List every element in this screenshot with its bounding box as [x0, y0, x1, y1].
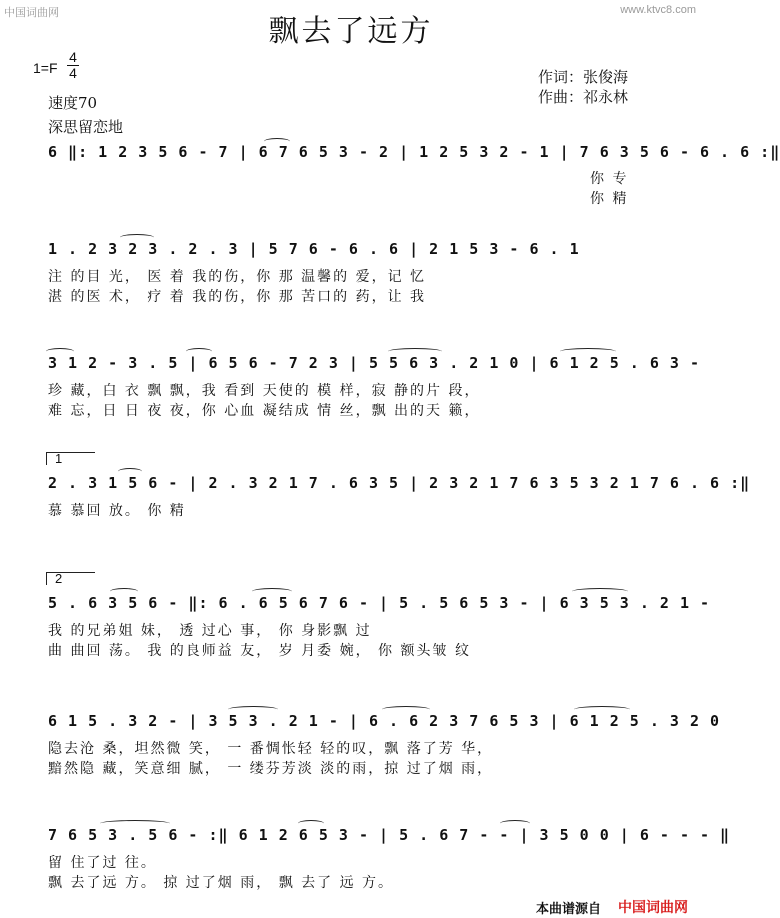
slur	[264, 138, 290, 145]
slur	[500, 820, 530, 827]
lyric-line-verse-1: 隐去沧 桑，坦然微 笑， 一 番惆怅轻 轻的叹，飘 落了芳 华，	[48, 741, 494, 757]
lyric-line-verse-2: 你 精	[590, 191, 629, 207]
lyricist-credit: 作词：张俊海	[538, 68, 629, 86]
lyric-line-verse-2: 湛 的医 术， 疗 着 我的伤，你 那 苦口的 药，让 我	[48, 289, 427, 305]
slur	[388, 348, 442, 355]
watermark-left: 中国词曲网	[4, 7, 59, 19]
lyric-line-verse-2: 黯然隐 藏，笑意细 腻， 一 缕芬芳淡 淡的雨，掠 过了烟 雨，	[48, 761, 494, 777]
watermark-right: www.ktvc8.com	[620, 4, 696, 16]
lyric-line-verse-1: 留 住了过 往。	[48, 855, 157, 871]
slur	[382, 706, 430, 713]
notation-line: 2 . 3 1 5 6 - | 2 . 3 2 1 7 . 6 3 5 | 2 3 2 1 7 6 3 5 3 2 1 7 6 . 6 :‖	[48, 474, 751, 492]
slur	[228, 706, 278, 713]
footer-site-logo: 中国词曲网	[618, 899, 688, 915]
lyric-line-verse-1: 慕 慕回 放。 你 精	[48, 503, 186, 519]
footer-source-label: 本曲谱源自	[536, 901, 602, 916]
notation-line: 1 . 2 3 2 3 . 2 . 3 | 5 7 6 - 6 . 6 | 2 1 5 3 - 6 . 1	[48, 240, 580, 258]
lyric-line-verse-1: 你 专	[590, 171, 629, 187]
ending-number: 2	[55, 571, 63, 586]
slur	[118, 468, 142, 475]
first-ending-bracket	[46, 452, 95, 465]
slur	[298, 820, 324, 827]
lyric-line-verse-2: 飘 去了远 方。 掠 过了烟 雨， 飘 去了 远 方。	[48, 875, 395, 891]
score-title: 飘去了远方	[268, 14, 434, 49]
slur	[120, 234, 154, 241]
key-signature: 1=F	[33, 60, 58, 76]
lyric-line-verse-1: 注 的目 光， 医 着 我的伤，你 那 温馨的 爱，记 忆	[48, 269, 427, 285]
second-ending-bracket	[46, 572, 95, 585]
ending-number: 1	[55, 451, 63, 466]
slur	[572, 588, 628, 595]
notation-line: 6 1 5 . 3 2 - | 3 5 3 . 2 1 - | 6 . 6 2 3 7 6 5 3 | 6 1 2 5 . 3 2 0	[48, 712, 721, 730]
lyric-line-verse-1: 我 的兄弟姐 妹， 透 过心 事， 你 身影飘 过	[48, 623, 372, 639]
composer-credit: 作曲：祁永林	[538, 88, 629, 106]
slur	[110, 588, 138, 595]
slur	[46, 348, 74, 355]
time-signature-top: 4	[69, 49, 77, 65]
tempo: 速度70	[48, 94, 98, 112]
lyric-line-verse-2: 难 忘，日 日 夜 夜，你 心血 凝结成 情 丝，飘 出的天 籁，	[48, 403, 481, 419]
notation-line: 6 ‖: 1 2 3 5 6 - 7 | 6 7 6 5 3 - 2 | 1 2 5 3 2 - 1 | 7 6 3 5 6 - 6 . 6 :‖	[48, 143, 780, 161]
notation-line: 7 6 5 3 . 5 6 - :‖ 6 1 2 6 5 3 - | 5 . 6 7 - - | 3 5 0 0 | 6 - - - ‖	[48, 826, 731, 844]
slur	[186, 348, 212, 355]
expression-mark: 深思留恋地	[48, 118, 124, 136]
notation-line: 3 1 2 - 3 . 5 | 6 5 6 - 7 2 3 | 5 5 6 3 . 2 1 0 | 6 1 2 5 . 6 3 -	[48, 354, 700, 372]
slur	[574, 706, 630, 713]
lyric-line-verse-1: 珍 藏，白 衣 飘 飘，我 看到 天使的 模 样，寂 静的片 段，	[48, 383, 481, 399]
lyric-line-verse-2: 曲 曲回 荡。 我 的良师益 友， 岁 月委 婉， 你 额头皱 纹	[48, 643, 471, 659]
slur	[560, 348, 616, 355]
time-signature	[67, 50, 79, 80]
slur	[100, 820, 170, 827]
notation-line: 5 . 6 3 5 6 - ‖: 6 . 6 5 6 7 6 - | 5 . 5 6 5 3 - | 6 3 5 3 . 2 1 -	[48, 594, 711, 612]
time-signature-bottom: 4	[69, 65, 77, 81]
slur	[252, 588, 292, 595]
